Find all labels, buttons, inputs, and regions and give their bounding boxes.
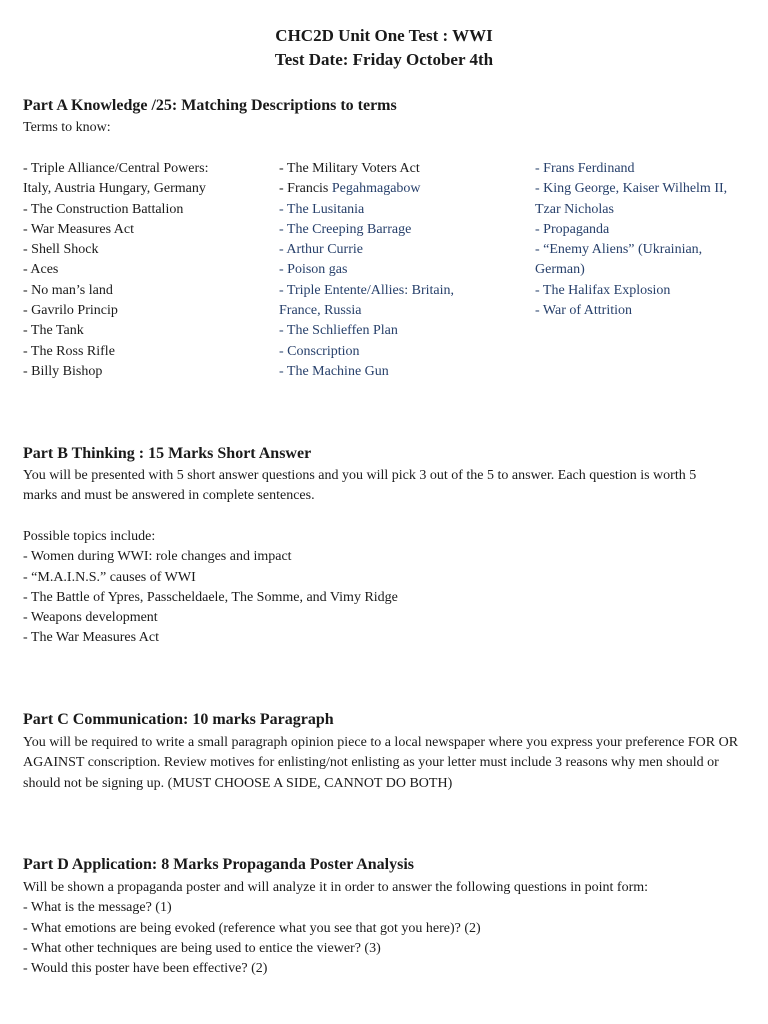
term-item: - The Ross Rifle (23, 343, 115, 359)
topic-item: - Women during WWI: role changes and impact (23, 549, 292, 565)
question-item: - What other techniques are being used to entice the viewer? (3) (23, 940, 381, 956)
term-item: - Propaganda (535, 221, 610, 237)
term-item: - The Military Voters Act (279, 161, 420, 176)
part-a-intro: Terms to know: (23, 120, 111, 135)
term-item: - The Lusitania (279, 201, 365, 217)
question-item: - What emotions are being evoked (reference what you see that got you here)? (2) (23, 920, 481, 936)
term-item: - The Machine Gun (279, 363, 389, 379)
part-b-topics (23, 527, 748, 649)
topic-item: - Weapons development (23, 610, 158, 626)
term-item: - Triple Alliance/Central Powers: (23, 161, 209, 176)
body-line: Will be shown a propaganda poster and will analyze it in order to answer the following questions in point form: (23, 880, 649, 895)
term-prefix: - Francis (279, 181, 332, 197)
part-a-heading: Part A Knowledge /25: Matching Descriptions to terms (23, 97, 397, 114)
term-item: - Triple Entente/Allies: Britain, (279, 282, 454, 298)
term-item: - King George, Kaiser Wilhelm II, (535, 181, 728, 197)
body-line: You will be presented with 5 short answer questions and you will pick 3 out of the 5 to answer. Each question is worth 5 (23, 468, 697, 483)
document-title (0, 24, 768, 72)
term-item: - The Construction Battalion (23, 201, 184, 217)
term-item: Tzar Nicholas (535, 201, 614, 217)
term-item: - The Creeping Barrage (279, 221, 412, 237)
topics-intro: Possible topics include: (23, 529, 156, 544)
term-item: - The Halifax Explosion (535, 282, 671, 298)
term-item: - Gavrilo Princip (23, 303, 118, 319)
term-item: - The Schlieffen Plan (279, 323, 398, 339)
term-item (279, 179, 519, 199)
term-name: Pegahmagabow (331, 181, 421, 197)
term-item: German) (535, 262, 585, 278)
title-line-2: Test Date: Friday October 4th (274, 50, 494, 69)
term-item: - Poison gas (279, 262, 348, 278)
title-line-1: CHC2D Unit One Test : WWI (275, 26, 493, 45)
topic-item: - The Battle of Ypres, Passcheldaele, The Somme, and Vimy Ridge (23, 589, 398, 605)
part-d-heading: Part D Application: 8 Marks Propaganda Poster Analysis (23, 856, 414, 873)
part-b-heading: Part B Thinking : 15 Marks Short Answer (23, 445, 312, 462)
part-c-heading: Part C Communication: 10 marks Paragraph (23, 711, 334, 728)
terms-column-2 (279, 159, 519, 382)
term-item: - “Enemy Aliens” (Ukrainian, (535, 242, 703, 258)
term-item: - No man’s land (23, 282, 113, 298)
question-item: - Would this poster have been effective? (2) (23, 961, 268, 977)
terms-column-1 (23, 159, 263, 382)
question-item: - What is the message? (1) (23, 900, 172, 916)
part-c-body (23, 733, 748, 794)
term-item: Italy, Austria Hungary, Germany (23, 181, 206, 197)
term-item: - Conscription (279, 343, 360, 359)
body-line: You will be required to write a small paragraph opinion piece to a local newspaper where you express your preference FOR OR (23, 735, 739, 750)
term-item: - Billy Bishop (23, 363, 103, 379)
term-item: - Shell Shock (23, 242, 99, 258)
topic-item: - The War Measures Act (23, 630, 159, 646)
body-line: should not be signing up. (MUST CHOOSE A SIDE, CANNOT DO BOTH) (23, 775, 453, 791)
part-b-body (23, 466, 748, 507)
part-d-body (23, 878, 748, 979)
body-line: AGAINST conscription. Review motives for enlisting/not enlisting as your letter must include 3 reasons why men should or (23, 755, 719, 771)
topic-item: - “M.A.I.N.S.” causes of WWI (23, 569, 196, 585)
term-item: - The Tank (23, 323, 84, 339)
term-item: France, Russia (279, 303, 362, 319)
term-item: - Aces (23, 262, 59, 278)
term-item: - Arthur Currie (279, 242, 363, 258)
terms-column-3 (535, 159, 755, 321)
term-item: - War of Attrition (535, 303, 632, 319)
term-item: - War Measures Act (23, 221, 134, 237)
body-line: marks and must be answered in complete sentences. (23, 488, 315, 504)
term-item: - Frans Ferdinand (535, 161, 635, 176)
